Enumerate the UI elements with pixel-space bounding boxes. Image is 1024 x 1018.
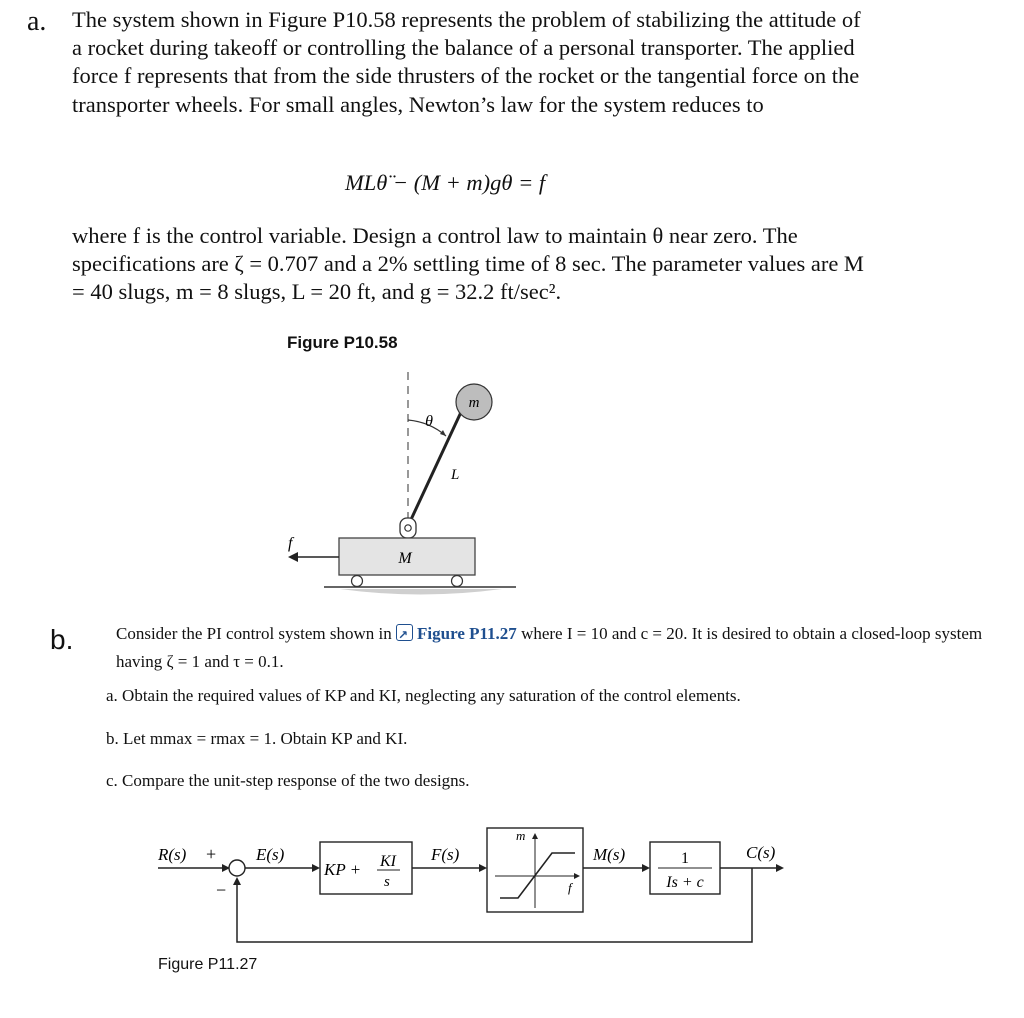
question-c: c. Compare the unit-step response of the two designs.	[106, 771, 470, 790]
part-b-intro-pre: Consider the PI control system shown in	[116, 624, 392, 643]
part-b-intro-post: where I = 10 and c = 20. It is desired to obtain a closed-loop system having ζ = 1 and τ = 0.1.	[116, 624, 983, 671]
question-a: a. Obtain the required values of KP and KI, neglecting any saturation of the control elements.	[106, 686, 741, 705]
part-a-body-text: where f is the control variable. Design a control law to maintain θ near zero. The specifications are ζ = 0.707 and a 2% settling time of 8 sec. The parameter values are M = 40 slugs, m = 8 slugs, L = 20 ft, and g = 32.2 ft/sec².	[72, 223, 864, 305]
cart-label: M	[398, 550, 412, 567]
ground-shadow	[340, 589, 502, 595]
saturation-f-label: f	[568, 880, 572, 895]
part-b-label: b.	[50, 624, 74, 655]
summing-junction	[229, 860, 245, 876]
figure-p11-27	[150, 820, 800, 955]
force-arrowhead	[288, 552, 298, 562]
part-a-label: a.	[27, 6, 47, 37]
m-signal-label: M(s)	[593, 845, 626, 864]
angle-arrowhead	[440, 430, 446, 436]
input-label: R(s)	[158, 845, 187, 864]
f-signal-label: F(s)	[431, 845, 460, 864]
part-a-body	[72, 222, 872, 307]
minus-sign: −	[216, 880, 227, 900]
part-a-intro	[72, 6, 872, 119]
mass-label: m	[468, 395, 480, 411]
question-b: b. Let mmax = rmax = 1. Obtain KP and KI.	[106, 729, 408, 748]
cart-wheel-left-icon	[352, 576, 363, 587]
error-label: E(s)	[256, 845, 285, 864]
output-label: C(s)	[746, 843, 776, 862]
controller-s: s	[384, 874, 390, 890]
feedback-arrowhead	[233, 877, 241, 885]
figure-p11-27-caption: Figure P11.27	[158, 956, 258, 973]
plant-numerator: 1	[681, 850, 689, 867]
figure-p11-27-link-text[interactable]: Figure P11.27	[417, 624, 517, 643]
controller-ki: KI	[380, 853, 396, 870]
length-label: L	[451, 467, 460, 483]
controller-kp: KP +	[324, 860, 362, 879]
part-a-equation: MLθ̈ − (M + m)gθ = f	[345, 170, 546, 195]
cart-wheel-right-icon	[452, 576, 463, 587]
pivot-icon	[405, 525, 411, 531]
plant-denominator: Is + c	[666, 874, 704, 891]
output-arrowhead	[776, 864, 784, 872]
figure-p10-58	[270, 360, 530, 600]
theta-label: θ	[425, 413, 433, 430]
saturation-m-label: m	[516, 828, 526, 843]
figure-p10-58-caption: Figure P10.58	[287, 333, 398, 352]
force-label: f	[288, 535, 293, 552]
part-a-intro-text: The system shown in Figure P10.58 represents the problem of stabilizing the attitude of a rocket during takeoff or controlling the balance of a personal transporter. The applied force f represents that from the side thrusters of the rocket or the tangential force on the transporter wheels. For small angles, Newton’s law for the system reduces to	[72, 7, 861, 117]
plus-sign: +	[206, 844, 217, 864]
figure-p11-27-link[interactable]	[396, 624, 517, 643]
part-b-intro	[116, 620, 996, 676]
external-link-icon	[396, 624, 413, 641]
m-signal-arrowhead	[642, 864, 650, 872]
f-signal-arrowhead	[479, 864, 487, 872]
error-arrowhead	[312, 864, 320, 872]
